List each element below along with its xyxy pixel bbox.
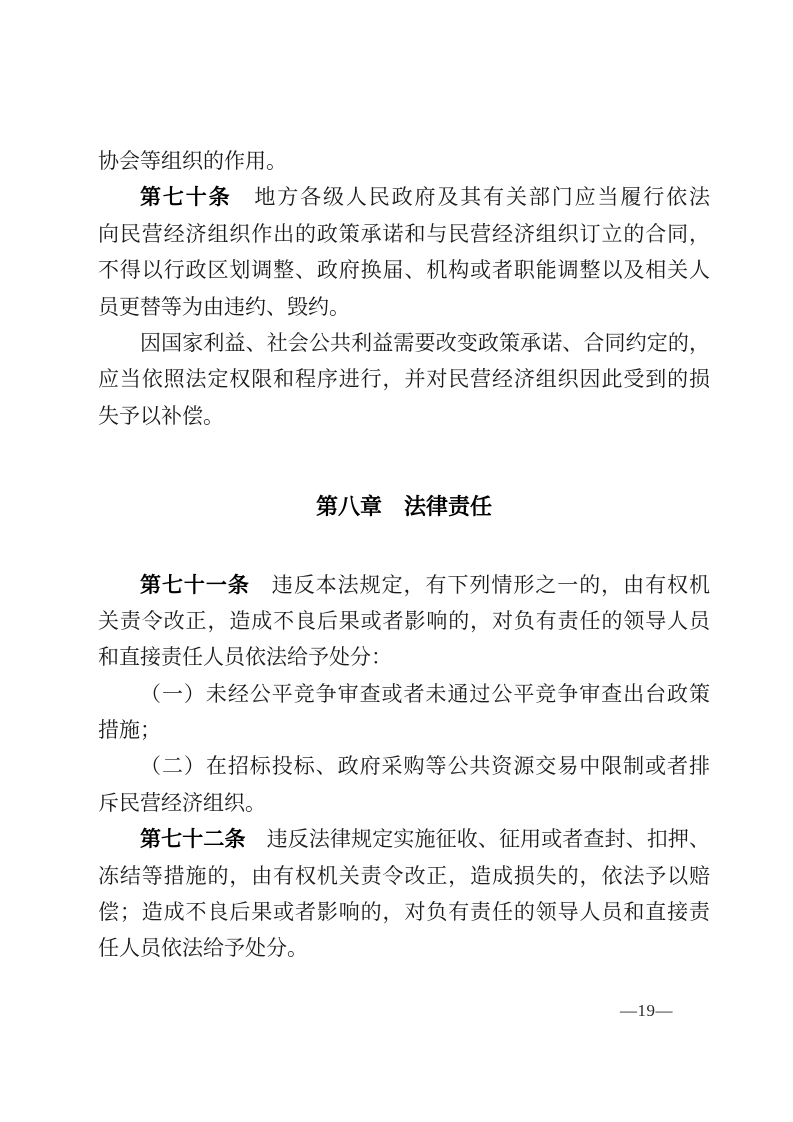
text-line (98, 639, 710, 675)
paragraph (98, 676, 710, 749)
line-text: 措施； (98, 718, 161, 743)
line-text: 和直接责任人员依法给予处分： (98, 645, 392, 670)
line-text: 冻结等措施的，由有权机关责令改正，造成损失的，依法予以赔 (98, 863, 710, 888)
text-line (98, 821, 710, 857)
text-line (98, 676, 710, 712)
line-text: 斥民营经济组织。 (98, 790, 266, 815)
line-text: 向民营经济组织作出的政策承诺和与民营经济组织订立的合同， (98, 221, 710, 246)
document-body (98, 143, 710, 967)
paragraph (98, 179, 710, 325)
line-text: 违反本法规定，有下列情形之一的，由有权机 (249, 572, 711, 597)
line-text: 偿；造成不良后果或者影响的，对负有责任的领导人员和直接责 (98, 900, 710, 925)
text-line (98, 325, 710, 361)
line-text: 任人员依法给予处分。 (98, 936, 308, 961)
text-line (98, 567, 710, 603)
line-text: （一）未经公平竞争审查或者未通过公平竞争审查出台政策 (140, 681, 710, 706)
paragraph (98, 748, 710, 821)
text-line (98, 930, 710, 966)
text-line (98, 289, 710, 325)
line-text: 不得以行政区划调整、政府换届、机构或者职能调整以及相关人 (98, 258, 710, 283)
article-number: 第七十条 (140, 186, 232, 210)
text-line (98, 398, 710, 434)
article-number: 第七十二条 (140, 828, 246, 852)
text-line (98, 143, 710, 179)
text-line (98, 894, 710, 930)
text-line (98, 858, 710, 894)
line-text: 应当依照法定权限和程序进行，并对民营经济组织因此受到的损 (98, 367, 710, 392)
line-text: 因国家利益、社会公共利益需要改变政策承诺、合同约定的， (140, 330, 710, 355)
page-number: —19— (620, 1001, 673, 1020)
text-line (98, 712, 710, 748)
article-number: 第七十一条 (140, 573, 250, 597)
line-text: 地方各级人民政府及其有关部门应当履行依法 (231, 185, 710, 210)
line-text: （二）在招标投标、政府采购等公共资源交易中限制或者排 (140, 754, 710, 779)
text-line (98, 785, 710, 821)
line-text: 关责令改正，造成不良后果或者影响的，对负有责任的领导人员 (98, 608, 710, 633)
line-text: 协会等组织的作用。 (98, 149, 287, 173)
text-line (98, 252, 710, 288)
paragraph (98, 325, 710, 434)
text-line (98, 179, 710, 215)
paragraph (98, 821, 710, 967)
text-line (98, 603, 710, 639)
line-text: 失予以补偿。 (98, 403, 224, 428)
paragraph (98, 143, 710, 179)
text-line (98, 361, 710, 397)
line-text: 违反法律规定实施征收、征用或者查封、扣押、 (245, 827, 710, 852)
paragraph (98, 567, 710, 676)
text-line (98, 216, 710, 252)
text-line (98, 748, 710, 784)
chapter-heading: 第八章 法律责任 (315, 494, 492, 520)
line-text: 员更替等为由违约、毁约。 (98, 294, 350, 319)
